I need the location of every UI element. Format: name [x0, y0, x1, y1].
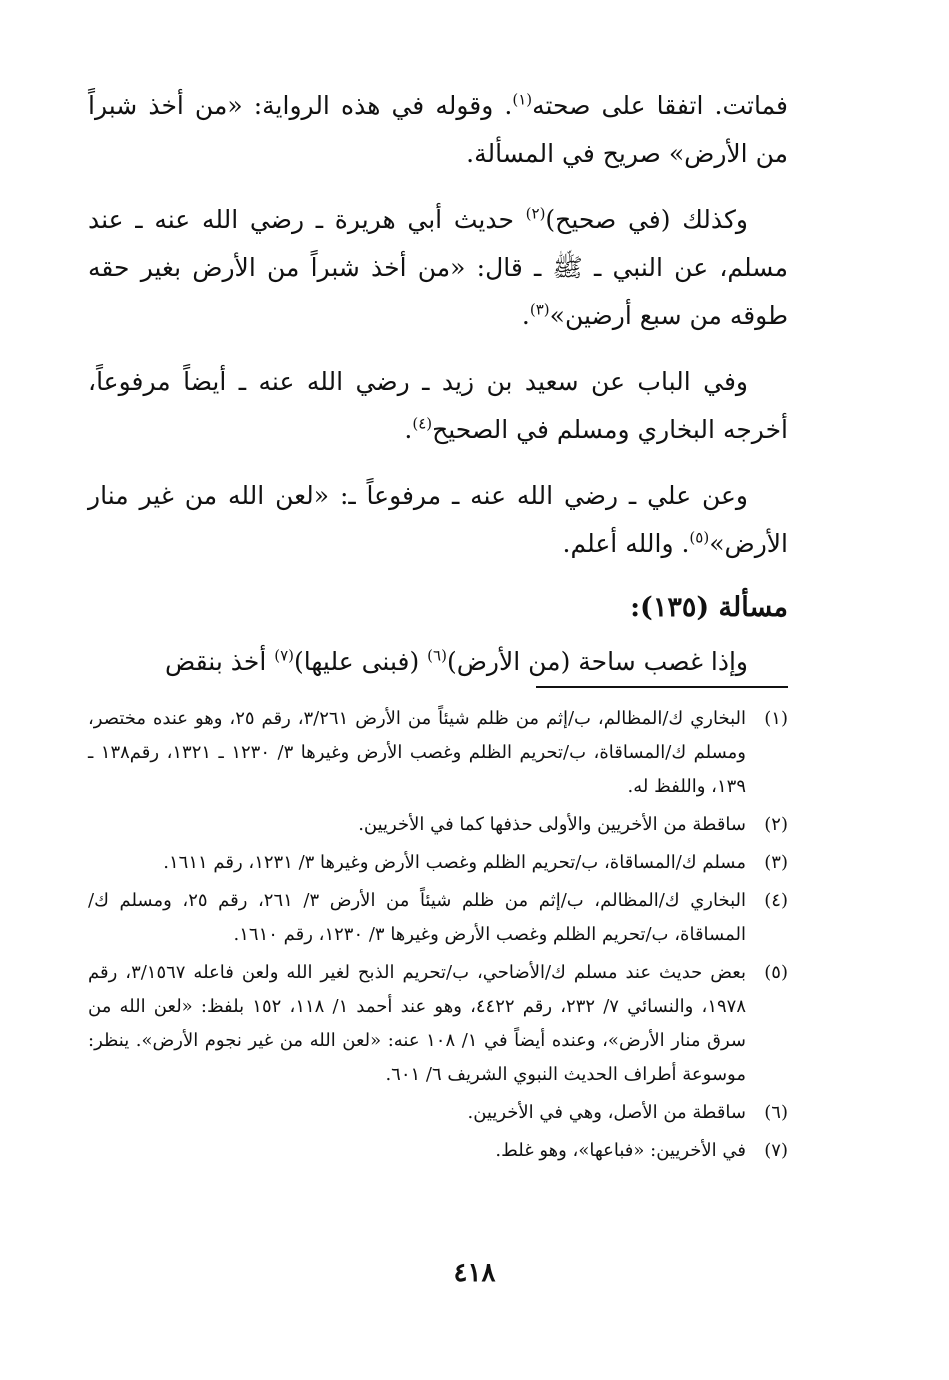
paragraph-1-text-cont: . وقوله في هذه الرواية: «من أخذ شبراً من الأرض» صريح في المسألة.	[88, 91, 788, 168]
footnote-text: البخاري ك/المظالم، ب/إثم من ظلم شيئاً من الأرض ٣/ ٢٦١، رقم ٢٥، ومسلم ك/المساقاة، ب/تحريم الظلم وغصب الأرض وغيرها ٣/ ١٢٣٠، رقم ١٦١٠.	[88, 890, 746, 945]
footnote-text: بعض حديث عند مسلم ك/الأضاحي، ب/تحريم الذبح لغير الله ولعن فاعله ٣/١٥٦٧، رقم ١٩٧٨، والنسائي ٧/ ٢٣٢، رقم ٤٤٢٢، وهو عند أحمد ١/ ١١٨، ١٥٢ بلفظ: «لعن الله من سرق منار الأرض»، وعنده أيضاً في ١/ ١٠٨ عنه: «لعن الله من غير نجوم الأرض». ينظر: موسوعة أطراف الحديث النبوي الشريف ٦/ ٦٠١.	[88, 962, 747, 1085]
footnote-text: ساقطة من الأخريين والأولى حذفها كما في الأخريين.	[358, 814, 746, 835]
paragraph-5	[88, 638, 788, 686]
section-heading: مسألة (١٣٥):	[630, 592, 788, 623]
paragraph-1	[88, 82, 788, 178]
footnote-number: (٥)	[764, 962, 788, 983]
page-number: ٤١٨	[453, 1258, 496, 1288]
footnote-text: مسلم ك/المساقاة، ب/تحريم الظلم وغصب الأرض وغيرها ٣/ ١٢٣١، رقم ١٦١١.	[163, 852, 746, 873]
paragraph-3-text: وفي الباب عن سعيد بن زيد ـ رضي الله عنه ـ أيضاً مرفوعاً، أخرجه البخاري ومسلم في الصحيح	[88, 367, 788, 444]
footnote	[88, 702, 788, 804]
paragraph-5-text: وإذا غصب ساحة (من الأرض)	[446, 647, 748, 676]
footnote	[88, 808, 788, 842]
footnote	[88, 956, 788, 1092]
paragraph-3	[88, 358, 788, 454]
footnote-number: (٣)	[764, 852, 788, 873]
footnote-separator	[536, 686, 788, 688]
footnote-ref-2: (٢)	[525, 204, 546, 223]
footnote-ref-4: (٤)	[412, 414, 433, 433]
paragraph-4	[88, 472, 788, 568]
paragraph-3-text-end: .	[404, 415, 413, 444]
footnote-text: ساقطة من الأصل، وهي في الأخريين.	[467, 1102, 746, 1123]
paragraph-2-text-cont: حديث أبي هريرة ـ رضي الله عنه ـ عند مسلم، عن النبي ـ ﷺ ـ قال: «من أخذ شبراً من الأرض بغير حقه طوقه من سبع أرضين»	[88, 205, 788, 330]
footnotes	[88, 702, 788, 1172]
paragraph-4-text: وعن علي ـ رضي الله عنه ـ مرفوعاً ـ: «لعن الله من غير منار الأرض»	[88, 481, 788, 558]
footnote	[88, 884, 788, 952]
footnote-ref-3: (٣)	[529, 300, 550, 319]
footnote-ref-6: (٦)	[427, 646, 447, 665]
paragraph-2-text-end: .	[521, 301, 530, 330]
footnote	[88, 1134, 788, 1168]
main-text	[88, 82, 788, 704]
footnote-number: (٧)	[764, 1140, 788, 1161]
footnote-number: (٤)	[764, 890, 788, 911]
paragraph-5-text-cont: (فبنى عليها)	[294, 647, 428, 676]
footnote-text: البخاري ك/المظالم، ب/إثم من ظلم شيئاً من الأرض ٣/٢٦١، رقم ٢٥، وهو عنده مختصر، ومسلم ك/المساقاة، ب/تحريم الظلم وغصب الأرض وغيرها ٣/ ١٢٣٠ ـ ١٣٢١، رقم١٣٨ ـ ١٣٩، واللفظ له.	[88, 708, 746, 797]
footnote	[88, 1096, 788, 1130]
paragraph-1-text: فماتت. اتفقا على صحته	[532, 91, 788, 120]
paragraph-2-text: وكذلك (في صحيح)	[545, 205, 748, 234]
footnote-number: (٦)	[764, 1102, 788, 1123]
footnote-ref-7: (٧)	[274, 646, 295, 665]
paragraph-4-text-end: . والله أعلم.	[562, 529, 690, 558]
paragraph-2	[88, 196, 788, 340]
footnote-ref-5: (٥)	[689, 528, 710, 547]
footnote-number: (٢)	[764, 814, 788, 835]
footnote-number: (١)	[764, 708, 788, 729]
footnote-ref-1: (١)	[512, 90, 533, 109]
paragraph-5-text-end: أخذ بنقض	[165, 647, 275, 676]
footnote	[88, 846, 788, 880]
footnote-text: في الأخريين: «فباعها»، وهو غلط.	[495, 1140, 746, 1161]
